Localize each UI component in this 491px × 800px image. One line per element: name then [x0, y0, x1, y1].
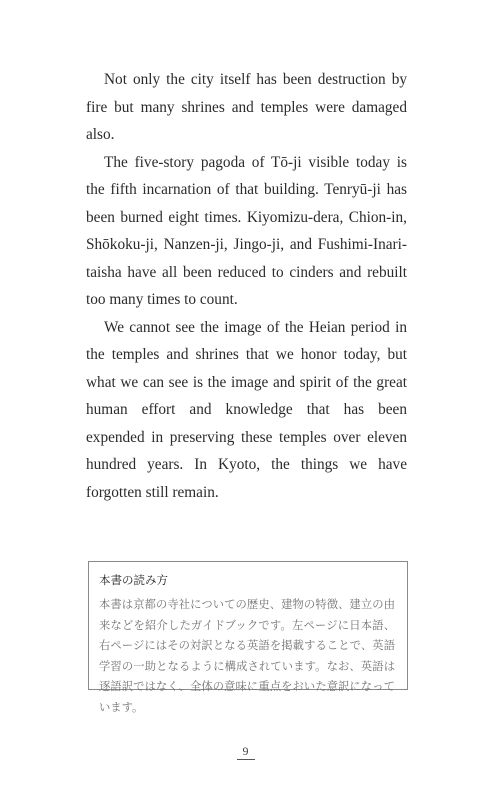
paragraph: Not only the city itself has been destruction by fire but many shrines and temples were damaged also.	[86, 71, 407, 143]
paragraph: The five-story pagoda of Tō-ji visible today is the fifth incarnation of that building. Tenryū-ji has been burned eight times. Kiyomizu-dera, Chion-in, Shōkoku-ji, Nanzen-ji, Jingo-ji, and Fushimi-Inari-taisha have all been reduced to cinders and rebuilt too many times to count.	[86, 153, 407, 308]
how-to-read-body: 本書は京都の寺社についての歴史、建物の特徴、建立の由来などを紹介したガイドブックです。左ページに日本語、右ページにはその対訳となる英語を掲載することで、英語学習の一助となるように構成されています。なお、英語は逐語訳ではなく、全体の意味に重点をおいた意訳になっています。	[99, 598, 395, 714]
how-to-read-title: 本書の読み方	[99, 573, 168, 587]
main-text	[86, 66, 407, 506]
paragraph: We cannot see the image of the Heian period in the temples and shrines that we honor today, but what we can see is the image and spirit of the great human effort and knowledge that has been expended in preserving these temples over eleven hundred years. In Kyoto, the things we have forgotten still remain.	[86, 318, 407, 501]
how-to-read-box	[88, 561, 408, 714]
page-number-label: 9	[237, 744, 255, 760]
page-number	[0, 744, 491, 760]
